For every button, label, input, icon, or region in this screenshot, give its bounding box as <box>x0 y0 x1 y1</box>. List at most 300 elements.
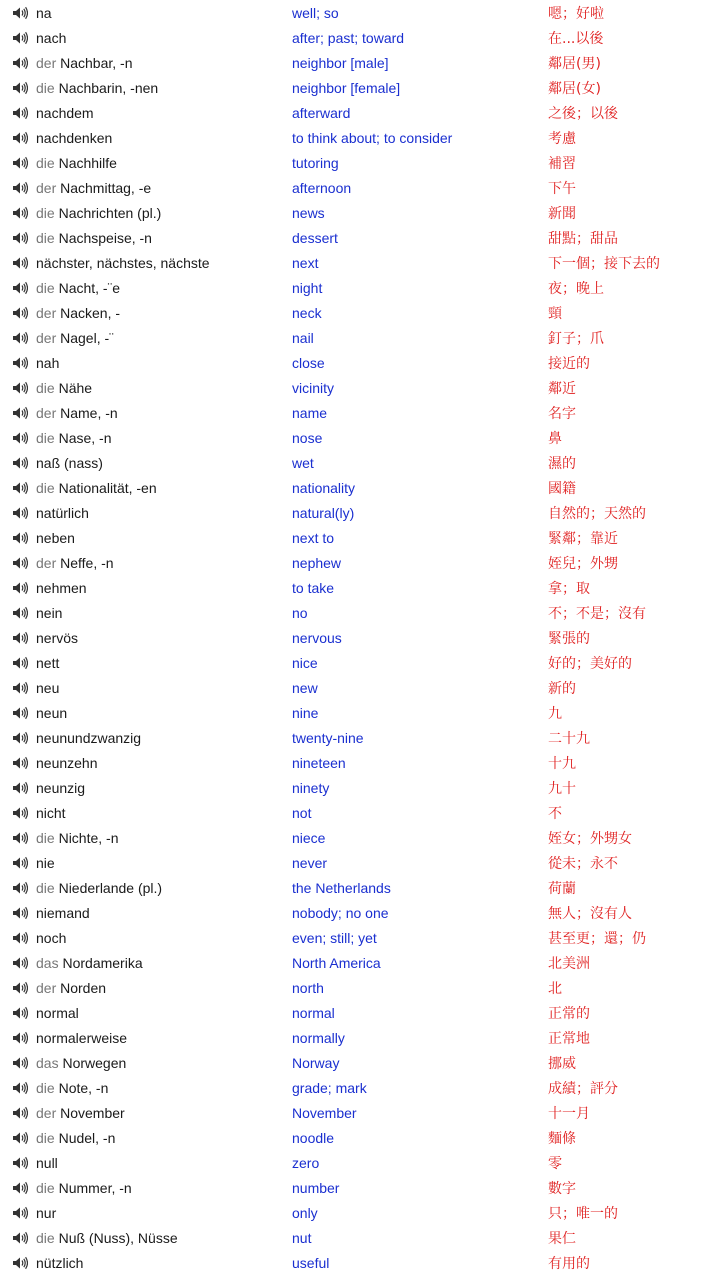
english-translation: after; past; toward <box>292 29 405 46</box>
english-translation: next to <box>292 529 335 546</box>
speaker-icon[interactable] <box>0 25 36 50</box>
vocab-row <box>0 1225 720 1250</box>
vocab-row <box>0 425 720 450</box>
german-lemma: November <box>60 1104 125 1121</box>
vocab-row <box>0 200 720 225</box>
vocab-row <box>0 725 720 750</box>
german-word <box>36 555 292 571</box>
english-translation: nice <box>292 654 318 671</box>
english-translation: nephew <box>292 554 342 571</box>
speaker-icon[interactable] <box>0 725 36 750</box>
chinese-translation: 成績；評分 <box>548 1080 618 1097</box>
english-translation: useful <box>292 1254 330 1271</box>
vocab-row <box>0 1175 720 1200</box>
english-translation: grade; mark <box>292 1079 367 1096</box>
speaker-icon[interactable] <box>0 1025 36 1050</box>
german-word <box>36 330 292 346</box>
german-word <box>36 655 292 671</box>
article: der <box>36 404 57 421</box>
english-translation: neck <box>292 304 322 321</box>
english-translation: nineteen <box>292 754 346 771</box>
speaker-icon[interactable] <box>0 800 36 825</box>
german-lemma: Nordamerika <box>62 954 143 971</box>
english-translation: niece <box>292 829 326 846</box>
german-lemma: na <box>36 4 52 21</box>
german-word <box>36 1130 292 1146</box>
article: die <box>36 379 55 396</box>
chinese-translation: 在...以後 <box>548 30 604 47</box>
english-translation: natural(ly) <box>292 504 355 521</box>
german-lemma: Nacht, -¨e <box>58 279 121 296</box>
english-translation: zero <box>292 1154 320 1171</box>
chinese-translation: 姪女；外甥女 <box>548 830 632 847</box>
vocab-row <box>0 25 720 50</box>
vocab-row <box>0 800 720 825</box>
german-word <box>36 180 292 196</box>
german-word <box>36 630 292 646</box>
german-lemma: nehmen <box>36 579 87 596</box>
german-lemma: nachdem <box>36 104 94 121</box>
article: die <box>36 479 55 496</box>
german-lemma: Nationalität, -en <box>58 479 157 496</box>
german-lemma: nächster, nächstes, nächste <box>36 254 210 271</box>
speaker-icon[interactable] <box>0 475 36 500</box>
chinese-translation: 姪兒；外甥 <box>548 555 618 572</box>
vocab-row <box>0 1200 720 1225</box>
speaker-icon[interactable] <box>0 975 36 1000</box>
speaker-icon[interactable] <box>0 425 36 450</box>
german-word <box>36 805 292 821</box>
german-word <box>36 380 292 396</box>
speaker-icon[interactable] <box>0 575 36 600</box>
german-lemma: nein <box>36 604 63 621</box>
german-word <box>36 130 292 146</box>
chinese-translation: 九 <box>548 705 562 722</box>
german-word <box>36 255 292 271</box>
english-translation: next <box>292 254 319 271</box>
chinese-translation: 頸 <box>548 305 562 322</box>
chinese-translation: 數字 <box>548 1180 576 1197</box>
speaker-icon[interactable] <box>0 450 36 475</box>
chinese-translation: 新聞 <box>548 205 576 222</box>
article: die <box>36 1129 55 1146</box>
speaker-icon[interactable] <box>0 600 36 625</box>
german-word <box>36 105 292 121</box>
english-translation: vicinity <box>292 379 335 396</box>
german-lemma: neu <box>36 679 60 696</box>
article: der <box>36 304 57 321</box>
english-translation: close <box>292 354 325 371</box>
german-lemma: neben <box>36 529 75 546</box>
german-lemma: nur <box>36 1204 57 1221</box>
article: der <box>36 554 57 571</box>
article: die <box>36 429 55 446</box>
chinese-translation: 國籍 <box>548 480 576 497</box>
speaker-icon[interactable] <box>0 400 36 425</box>
speaker-icon[interactable] <box>0 225 36 250</box>
vocab-row <box>0 775 720 800</box>
german-word <box>36 55 292 71</box>
english-translation: nervous <box>292 629 342 646</box>
vocab-row <box>0 875 720 900</box>
article: die <box>36 229 55 246</box>
german-lemma: Nase, -n <box>58 429 112 446</box>
german-word <box>36 1030 292 1046</box>
chinese-translation: 麵條 <box>548 1130 576 1147</box>
speaker-icon[interactable] <box>0 1125 36 1150</box>
chinese-translation: 拿；取 <box>548 580 590 597</box>
chinese-translation: 釘子；爪 <box>548 330 604 347</box>
vocab-row <box>0 475 720 500</box>
german-word <box>36 455 292 471</box>
german-word <box>36 1080 292 1096</box>
german-word <box>36 1105 292 1121</box>
chinese-translation: 果仁 <box>548 1230 576 1247</box>
speaker-icon[interactable] <box>0 125 36 150</box>
chinese-translation: 不 <box>548 805 562 822</box>
speaker-icon[interactable] <box>0 1175 36 1200</box>
speaker-icon[interactable] <box>0 825 36 850</box>
german-lemma: normal <box>36 1004 79 1021</box>
german-word <box>36 930 292 946</box>
german-word <box>36 1155 292 1171</box>
vocab-row <box>0 250 720 275</box>
vocab-row <box>0 650 720 675</box>
article: die <box>36 1179 55 1196</box>
english-translation: nobody; no one <box>292 904 389 921</box>
german-word <box>36 280 292 296</box>
german-word <box>36 780 292 796</box>
english-translation: well; so <box>292 4 339 21</box>
vocab-row <box>0 350 720 375</box>
german-word <box>36 980 292 996</box>
english-translation: news <box>292 204 325 221</box>
speaker-icon[interactable] <box>0 0 36 25</box>
vocab-row <box>0 925 720 950</box>
german-lemma: Norwegen <box>62 1054 127 1071</box>
chinese-translation: 只；唯一的 <box>548 1205 618 1222</box>
german-word <box>36 830 292 846</box>
german-lemma: nie <box>36 854 55 871</box>
german-lemma: Nachbarin, -nen <box>58 79 159 96</box>
article: die <box>36 79 55 96</box>
german-word <box>36 580 292 596</box>
german-lemma: nicht <box>36 804 66 821</box>
article: die <box>36 879 55 896</box>
speaker-icon[interactable] <box>0 1250 36 1275</box>
chinese-translation: 接近的 <box>548 355 590 372</box>
german-word <box>36 1230 292 1246</box>
speaker-icon[interactable] <box>0 300 36 325</box>
speaker-icon[interactable] <box>0 900 36 925</box>
article: die <box>36 154 55 171</box>
german-word <box>36 405 292 421</box>
english-translation: normally <box>292 1029 345 1046</box>
vocab-row <box>0 1075 720 1100</box>
german-word <box>36 755 292 771</box>
chinese-translation: 補習 <box>548 155 576 172</box>
german-word <box>36 305 292 321</box>
vocab-row <box>0 150 720 175</box>
vocab-row <box>0 450 720 475</box>
english-translation: afterward <box>292 104 351 121</box>
english-translation: nine <box>292 704 319 721</box>
german-lemma: Nacken, - <box>60 304 121 321</box>
speaker-icon[interactable] <box>0 675 36 700</box>
english-translation: the Netherlands <box>292 879 391 896</box>
german-lemma: nett <box>36 654 60 671</box>
german-lemma: Neffe, -n <box>60 554 114 571</box>
german-lemma: nach <box>36 29 67 46</box>
speaker-icon[interactable] <box>0 1000 36 1025</box>
german-word <box>36 1005 292 1021</box>
article: die <box>36 1229 55 1246</box>
english-translation: north <box>292 979 324 996</box>
german-lemma: Nachhilfe <box>58 154 117 171</box>
article: die <box>36 279 55 296</box>
english-translation: dessert <box>292 229 338 246</box>
german-lemma: Nachspeise, -n <box>58 229 152 246</box>
english-translation: night <box>292 279 323 296</box>
vocab-row <box>0 400 720 425</box>
english-translation: new <box>292 679 318 696</box>
vocab-row <box>0 1125 720 1150</box>
speaker-icon[interactable] <box>0 625 36 650</box>
vocab-row <box>0 75 720 100</box>
speaker-icon[interactable] <box>0 525 36 550</box>
chinese-translation: 名字 <box>548 405 576 422</box>
chinese-translation: 濕的 <box>548 455 576 472</box>
article: das <box>36 954 59 971</box>
speaker-icon[interactable] <box>0 275 36 300</box>
german-lemma: nachdenken <box>36 129 113 146</box>
german-lemma: Nummer, -n <box>58 1179 132 1196</box>
vocab-row <box>0 600 720 625</box>
vocab-row <box>0 525 720 550</box>
english-translation: November <box>292 1104 357 1121</box>
german-word <box>36 480 292 496</box>
chinese-translation: 北 <box>548 980 562 997</box>
chinese-translation: 北美洲 <box>548 955 590 972</box>
german-lemma: Nichte, -n <box>58 829 119 846</box>
english-translation: to take <box>292 579 335 596</box>
chinese-translation: 有用的 <box>548 1255 590 1272</box>
vocab-row <box>0 1025 720 1050</box>
chinese-translation: 零 <box>548 1155 562 1172</box>
german-lemma: noch <box>36 929 67 946</box>
speaker-icon[interactable] <box>0 250 36 275</box>
english-translation: nail <box>292 329 314 346</box>
speaker-icon[interactable] <box>0 1050 36 1075</box>
german-word <box>36 430 292 446</box>
vocab-row <box>0 1150 720 1175</box>
vocab-row <box>0 975 720 1000</box>
chinese-translation: 九十 <box>548 780 576 797</box>
chinese-translation: 鼻 <box>548 430 562 447</box>
chinese-translation: 緊張的 <box>548 630 590 647</box>
vocab-row <box>0 175 720 200</box>
chinese-translation: 從未；永不 <box>548 855 618 872</box>
english-translation: to think about; to consider <box>292 129 453 146</box>
english-translation: name <box>292 404 328 421</box>
german-word <box>36 880 292 896</box>
speaker-icon[interactable] <box>0 550 36 575</box>
german-word <box>36 955 292 971</box>
english-translation: North America <box>292 954 381 971</box>
chinese-translation: 鄰居(女) <box>548 80 601 97</box>
chinese-translation: 十九 <box>548 755 576 772</box>
chinese-translation: 十一月 <box>548 1105 590 1122</box>
german-word <box>36 905 292 921</box>
english-translation: nationality <box>292 479 356 496</box>
german-lemma: nervös <box>36 629 79 646</box>
speaker-icon[interactable] <box>0 875 36 900</box>
german-word <box>36 30 292 46</box>
german-word <box>36 855 292 871</box>
english-translation: wet <box>292 454 314 471</box>
english-translation: nose <box>292 429 323 446</box>
german-lemma: Nuß (Nuss), Nüsse <box>58 1229 178 1246</box>
chinese-translation: 夜；晚上 <box>548 280 604 297</box>
vocab-row <box>0 1000 720 1025</box>
chinese-translation: 挪威 <box>548 1055 576 1072</box>
english-translation: ninety <box>292 779 330 796</box>
article: die <box>36 204 55 221</box>
vocab-row <box>0 575 720 600</box>
german-word <box>36 80 292 96</box>
german-lemma: Nachrichten (pl.) <box>58 204 162 221</box>
chinese-translation: 正常地 <box>548 1030 590 1047</box>
english-translation: noodle <box>292 1129 335 1146</box>
speaker-icon[interactable] <box>0 850 36 875</box>
vocab-row <box>0 675 720 700</box>
speaker-icon[interactable] <box>0 1100 36 1125</box>
german-lemma: normalerweise <box>36 1029 128 1046</box>
german-word <box>36 505 292 521</box>
german-word <box>36 205 292 221</box>
speaker-icon[interactable] <box>0 700 36 725</box>
speaker-icon[interactable] <box>0 375 36 400</box>
speaker-icon[interactable] <box>0 500 36 525</box>
german-lemma: Name, -n <box>60 404 118 421</box>
english-translation: tutoring <box>292 154 339 171</box>
english-translation: afternoon <box>292 179 352 196</box>
vocab-row <box>0 900 720 925</box>
chinese-translation: 甚至更；還；仍 <box>548 930 646 947</box>
speaker-icon[interactable] <box>0 150 36 175</box>
chinese-translation: 甜點；甜品 <box>548 230 618 247</box>
english-translation: even; still; yet <box>292 929 377 946</box>
vocab-row <box>0 50 720 75</box>
german-lemma: null <box>36 1154 58 1171</box>
german-lemma: Nagel, -¨ <box>60 329 114 346</box>
english-translation: neighbor [male] <box>292 54 389 71</box>
german-lemma: naß (nass) <box>36 454 103 471</box>
german-lemma: Nachmittag, -e <box>60 179 152 196</box>
speaker-icon[interactable] <box>0 175 36 200</box>
chinese-translation: 之後；以後 <box>548 105 618 122</box>
speaker-icon[interactable] <box>0 1075 36 1100</box>
vocab-row <box>0 225 720 250</box>
speaker-icon[interactable] <box>0 750 36 775</box>
german-word <box>36 5 292 21</box>
article: der <box>36 1104 57 1121</box>
speaker-icon[interactable] <box>0 1150 36 1175</box>
speaker-icon[interactable] <box>0 50 36 75</box>
vocab-row <box>0 950 720 975</box>
vocab-row <box>0 500 720 525</box>
speaker-icon[interactable] <box>0 200 36 225</box>
vocab-row <box>0 700 720 725</box>
chinese-translation: 不；不是；沒有 <box>548 605 646 622</box>
chinese-translation: 緊鄰；靠近 <box>548 530 618 547</box>
german-lemma: natürlich <box>36 504 89 521</box>
speaker-icon[interactable] <box>0 325 36 350</box>
chinese-translation: 無人；沒有人 <box>548 905 632 922</box>
german-lemma: nützlich <box>36 1254 84 1271</box>
vocab-row <box>0 550 720 575</box>
german-word <box>36 530 292 546</box>
speaker-icon[interactable] <box>0 1225 36 1250</box>
german-lemma: neunzehn <box>36 754 98 771</box>
english-translation: number <box>292 1179 340 1196</box>
german-word <box>36 230 292 246</box>
german-word <box>36 1180 292 1196</box>
speaker-icon[interactable] <box>0 775 36 800</box>
speaker-icon[interactable] <box>0 75 36 100</box>
chinese-translation: 考慮 <box>548 130 576 147</box>
chinese-translation: 好的；美好的 <box>548 655 632 672</box>
speaker-icon[interactable] <box>0 950 36 975</box>
english-translation: nut <box>292 1229 312 1246</box>
english-translation: only <box>292 1204 318 1221</box>
chinese-translation: 下一個；接下去的 <box>548 255 660 272</box>
english-translation: neighbor [female] <box>292 79 401 96</box>
english-translation: twenty-nine <box>292 729 364 746</box>
vocab-row <box>0 1100 720 1125</box>
vocab-row <box>0 625 720 650</box>
vocab-row <box>0 825 720 850</box>
german-lemma: Nähe <box>58 379 93 396</box>
german-word <box>36 1055 292 1071</box>
article: der <box>36 179 57 196</box>
vocab-row <box>0 1250 720 1275</box>
chinese-translation: 新的 <box>548 680 576 697</box>
chinese-translation: 下午 <box>548 180 576 197</box>
chinese-translation: 二十九 <box>548 730 590 747</box>
speaker-icon[interactable] <box>0 650 36 675</box>
german-lemma: nah <box>36 354 60 371</box>
speaker-icon[interactable] <box>0 925 36 950</box>
german-lemma: neunundzwanzig <box>36 729 142 746</box>
german-word <box>36 1255 292 1271</box>
german-lemma: neun <box>36 704 68 721</box>
speaker-icon[interactable] <box>0 350 36 375</box>
german-word <box>36 730 292 746</box>
speaker-icon[interactable] <box>0 100 36 125</box>
chinese-translation: 自然的；天然的 <box>548 505 646 522</box>
speaker-icon[interactable] <box>0 1200 36 1225</box>
german-word <box>36 705 292 721</box>
german-word <box>36 605 292 621</box>
article: der <box>36 54 57 71</box>
chinese-translation: 鄰近 <box>548 380 576 397</box>
article: der <box>36 329 57 346</box>
vocab-row <box>0 375 720 400</box>
german-lemma: Niederlande (pl.) <box>58 879 163 896</box>
vocab-row <box>0 750 720 775</box>
german-lemma: Note, -n <box>58 1079 109 1096</box>
